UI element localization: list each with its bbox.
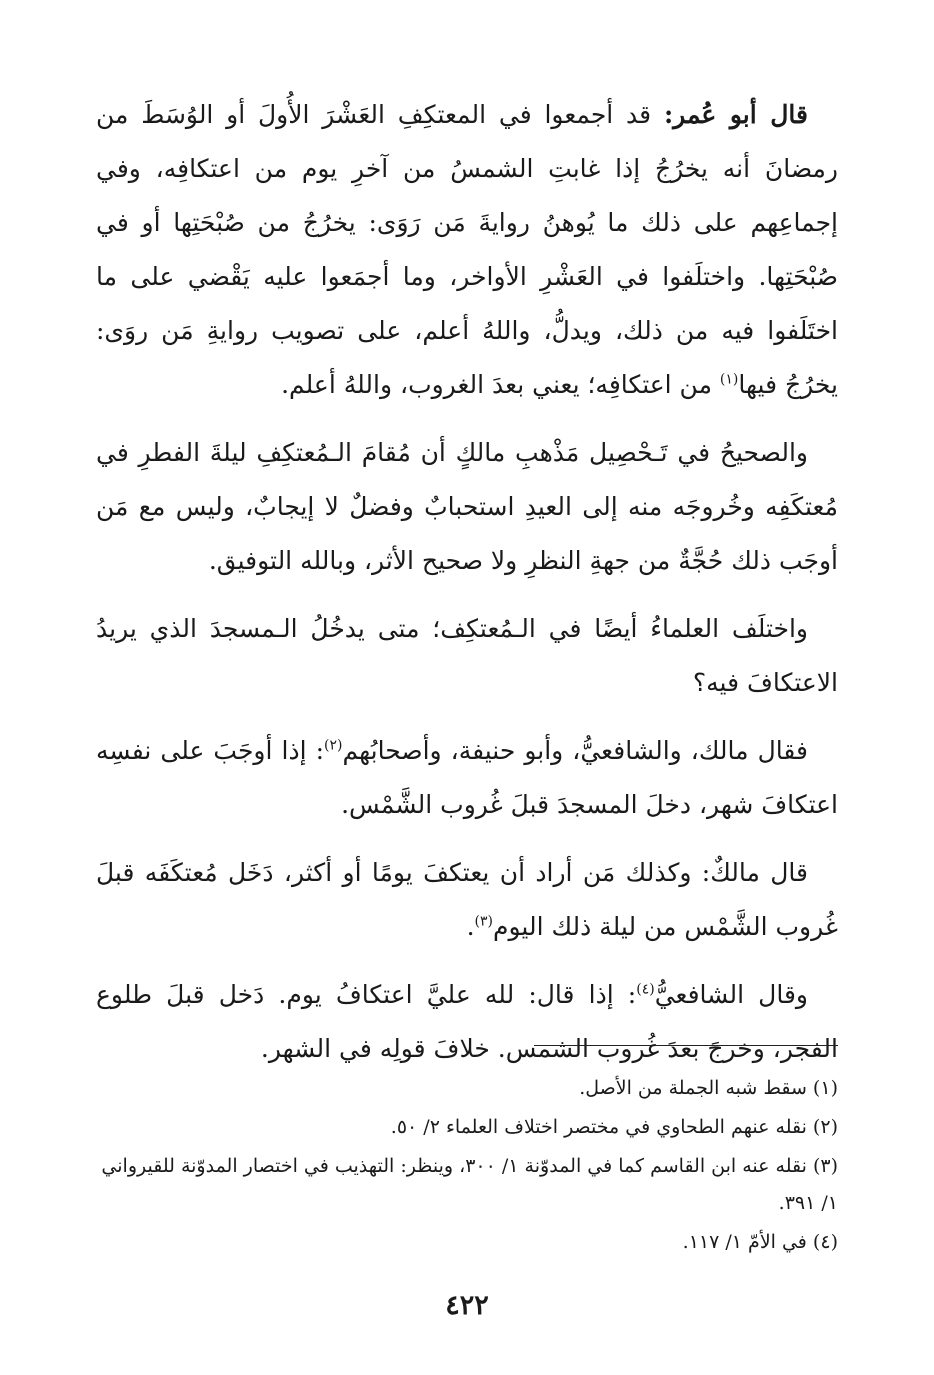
paragraph-text-after: : إذا أوجَبَ على نفسِه اعتكافَ شهر، دخلَ المسجدَ قبلَ غُروب الشَّمْس.	[96, 736, 838, 819]
footnote-4: (٤) في الأمّ ١/ ١١٧.	[682, 1231, 838, 1253]
footnote-3-continuation: ١/ ٣٩١.	[778, 1192, 838, 1214]
paragraph-text: والصحيحُ في تَـحْصِيل مَذْهبِ مالكٍ أن مُقامَ الـمُعتكِفِ ليلةَ الفطرِ في مُعتكَفِه وخُروجَه منه إلى العيدِ استحبابٌ وفضلٌ لا إيجابٌ، وليس مع مَن أوجَب ذلك حُجَّةٌ من جهةِ النظرِ ولا صحيح الأثر، وبالله التوفيق.	[96, 438, 838, 575]
page-number: ٤٢٢	[445, 1290, 489, 1321]
paragraph-2	[96, 426, 838, 588]
footnote-ref-1[interactable]: (١)	[719, 371, 739, 388]
footnote-ref-4[interactable]: (٤)	[636, 981, 655, 998]
footnote-ref-2[interactable]: (٢)	[324, 737, 343, 754]
paragraph-3	[96, 602, 838, 710]
paragraph-text: واختلَف العلماءُ أيضًا في الـمُعتكِف؛ متى يدخُلُ الـمسجدَ الذي يريدُ الاعتكافَ فيه؟	[96, 614, 838, 697]
main-text	[96, 88, 838, 1090]
footnote-1: (١) سقط شبه الجملة من الأصل.	[579, 1077, 838, 1099]
paragraph-6	[96, 968, 838, 1076]
footnotes	[96, 1070, 838, 1263]
paragraph-text: قال مالكٌ: وكذلك مَن أراد أن يعتكفَ يومًا أو أكثر، دَخَل مُعتكَفَه قبلَ غُروب الشَّمْس من ليلة ذلك اليوم	[96, 858, 838, 941]
paragraph-1	[96, 88, 838, 412]
paragraph-text: قد أجمعوا في المعتكِفِ العَشْرَ الأُولَ أو الوُسَطَ من رمضانَ أنه يخرُجُ إذا غابتِ الشمسُ من آخرِ يوم من اعتكافِه، وفي إجماعِهم على ذلك ما يُوهنُ روايةَ مَن رَوَى: يخرُجُ من صُبْحَتِها أو في صُبْحَتِها. واختلَفوا في العَشْرِ الأواخر، وما أجمَعوا عليه يَقْضي على ما اختَلَفوا فيه من ذلك، ويدلُّ، واللهُ أعلم، على تصويب روايةِ مَن روَى: يخرُجُ فيها	[96, 100, 838, 399]
paragraph-5	[96, 846, 838, 954]
footnote-3	[96, 1148, 838, 1222]
paragraph-text-after: من اعتكافِه؛ يعني بعدَ الغروب، واللهُ أعلم.	[281, 370, 720, 399]
footnote-3-text: (٣) نقله عنه ابن القاسم كما في المدوّنة ١/ ٣٠٠، وينظر: التهذيب في اختصار المدوّنة للقيرواني	[101, 1155, 838, 1177]
paragraph-text-after: : إذا قال: لله عليَّ اعتكافُ يوم. دَخل قبلَ طلوع الفجر، وخرجَ بعدَ غُروب الشمس. خلافَ قولِه في الشهر.	[96, 980, 838, 1063]
paragraph-text-after: .	[466, 912, 475, 941]
paragraph-text: وقال الشافعيُّ	[654, 980, 808, 1009]
footnote-2: (٢) نقله عنهم الطحاوي في مختصر اختلاف العلماء ٢/ ٥٠.	[390, 1116, 838, 1138]
speaker-lead: قال أبو عُمر:	[663, 100, 809, 129]
paragraph-text: فقال مالك، والشافعيُّ، وأبو حنيفة، وأصحابُهم	[342, 736, 808, 765]
footnote-separator	[534, 1045, 838, 1046]
paragraph-4	[96, 724, 838, 832]
footnote-ref-3[interactable]: (٣)	[474, 913, 494, 930]
